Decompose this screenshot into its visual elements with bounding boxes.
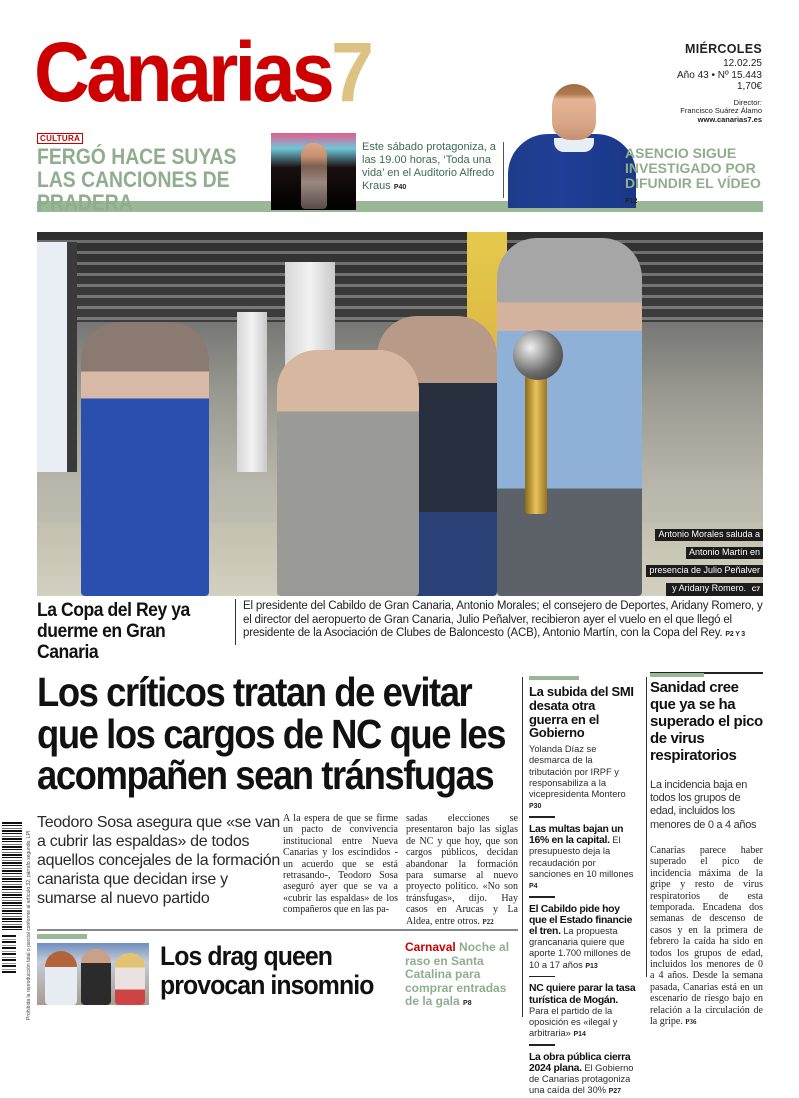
brief-main-text xyxy=(529,744,637,812)
barcode xyxy=(2,822,22,932)
photo-credit: C7 xyxy=(751,586,760,593)
headline-line: que los cargos de NC que les xyxy=(37,710,506,757)
page-ref: P13 xyxy=(585,962,598,970)
brief-text: El Gobierno de Canarias protagoniza una caída del 30% xyxy=(529,1063,634,1096)
brief-text: Para el partido de la oposición es «ilegal y arbitraria» xyxy=(529,1005,618,1039)
brief-lead: NC quiere parar la tasa turística de Mogán. xyxy=(529,983,636,1006)
divider xyxy=(503,142,504,198)
brief-lead: El Cabildo pide hoy que el Estado financie el tren. xyxy=(529,903,633,938)
page-ref: P12 xyxy=(625,198,638,205)
divider xyxy=(529,976,555,978)
sanidad-body xyxy=(650,845,763,1029)
brief-lead: La obra pública cierra 2024 plana. xyxy=(529,1051,631,1075)
person-romero xyxy=(277,350,419,596)
photo-story-body: El presidente del Cabildo de Gran Canaria, Antonio Morales; el consejero de Deportes, Aridany Romero, y el director del aeropuerto de Gran Canaria, Julio Peñalver, recibieron ayer el vuelo en el que llegó el presidente de la Asociación de Clubes de Baloncesto (ACB), Antonio Martín, con la Copa del Rey. xyxy=(243,600,763,640)
legal-notice: Prohibida la reproducción total o parcial conforme al artículo 32, párrafo segundo, LPI. xyxy=(26,829,32,1020)
brief-lead: Las multas bajan un 16% en la capital. xyxy=(529,823,624,847)
page-ref: P36 xyxy=(685,1018,697,1027)
sanidad-body-text: Canarias parece haber superado el pico de incidencia máxima de la gripe y resto de virus respiratorios de esta temporada. Encadena dos semanas de descenso de casos y en la primera de febrero la caída ha sido en todos los grupos de edad, incluidos los menores de 0 a 4 años. Desde la semana pasada, Canarias está en un escenario de riesgo bajo en relación a la circulación de la gripe. xyxy=(650,845,763,1028)
divider xyxy=(529,896,555,898)
brief-text: Yolanda Díaz se desmarca de la tributación por IRPF y responsabiliza a la vicepresidenta Montero xyxy=(529,744,626,799)
accent-bar xyxy=(650,673,704,677)
divider xyxy=(522,677,523,1017)
player-photo xyxy=(508,82,636,208)
page-ref: P40 xyxy=(393,184,407,191)
lead-subheadline: Teodoro Sosa asegura que «se van a cubrir las espaldas» de todos aquellos concejales de la formación canarista que decidan irse y sumarse al nuevo partido xyxy=(37,814,281,907)
logo-number: 7 xyxy=(331,25,371,119)
website-link[interactable]: www.canarias7.es xyxy=(697,114,762,124)
brief-item[interactable] xyxy=(529,983,637,1040)
page-ref: P8 xyxy=(463,1000,472,1007)
sanidad-subheadline: La incidencia baja en todos los grupos de edad, incluidos los menores de 0 a 4 años xyxy=(650,779,757,831)
logo-text: Canarias xyxy=(34,25,332,119)
issue-price: 1,70€ xyxy=(736,81,762,93)
teaser-sports-text: ASENCIO SIGUE INVESTIGADO POR DIFUNDIR EL VÍDEO xyxy=(625,145,761,191)
teaser-title-cultura[interactable]: FERGÓ HACE SUYAS LAS CANCIONES DE PRADERA xyxy=(37,144,237,215)
divider xyxy=(529,1044,555,1046)
page-ref: P14 xyxy=(573,1031,586,1039)
caption-line: presencia de Julio Peñalver xyxy=(646,565,763,577)
lead-body-col2 xyxy=(406,813,518,928)
caption-line: y Aridany Romero. xyxy=(669,583,749,595)
accent-bar xyxy=(529,676,579,680)
page-ref: P2 Y 3 xyxy=(725,631,745,639)
brief-item[interactable] xyxy=(529,824,637,892)
divider xyxy=(646,677,647,977)
photo-story-title[interactable]: La Copa del Rey ya duerme en Gran Canaria xyxy=(37,599,190,663)
briefs-column xyxy=(529,676,637,1098)
drag-queen-photo xyxy=(37,943,149,1005)
lead-body-col1: A la espera de que se firme un pacto de convivencia institucional entre Nueva Canarias y los escindidos -un acuerdo que se está retrasando-, Teodoro Sosa aseguró ayer que se va a «cubrir las espaldas» de los compañeros que en las pa- xyxy=(283,813,398,916)
divider xyxy=(235,599,236,645)
carnaval-kicker: Carnaval xyxy=(405,940,456,954)
brief-main-title[interactable]: La subida del SMI desata otra guerra en el Gobierno xyxy=(529,684,634,741)
lead-headline[interactable] xyxy=(37,669,506,798)
teaser-desc-text: Este sábado protagoniza, a las 19.00 horas, ‘Toda una vida’ en el Auditorio Alfredo Kraus xyxy=(362,141,496,192)
brief-text: El presupuesto deja la recaudación por sanciones en 10 millones xyxy=(529,835,634,879)
carnaval-text: Noche al raso en Santa Catalina para comprar entradas de la gala xyxy=(405,940,510,1008)
issue-day: MIÉRCOLES xyxy=(684,42,762,56)
headline-line: Los críticos tratan de evitar xyxy=(37,669,472,715)
singer-photo xyxy=(271,133,356,210)
director-name: Francisco Suárez Álamo xyxy=(680,105,762,115)
photo-story-text xyxy=(243,600,765,642)
main-photo-airport xyxy=(37,232,763,596)
brief-text: La propuesta grancanaria quiere que aporte 1.700 millones de 10 a 17 años xyxy=(529,926,631,970)
masthead-logo[interactable] xyxy=(34,25,371,119)
issue-number: Año 43 • Nº 15.443 xyxy=(677,69,762,81)
page-ref: P27 xyxy=(608,1088,622,1096)
page-ref: P22 xyxy=(482,917,494,926)
teaser-desc-cultura xyxy=(362,141,502,194)
carnaval-teaser[interactable] xyxy=(405,941,520,1011)
lead-body-text: sadas elecciones se presentaron bajo las siglas de NC y que hoy, que son cargos públicos, decidan abandonar la formación para sumarse al nuevo proyecto político. «No son tránsfugas», dijo. Hay casos en Arucas y La Aldea, entre otros. xyxy=(406,813,518,927)
photo-caption xyxy=(646,524,763,596)
teaser-title-sports[interactable] xyxy=(625,146,765,209)
barcode-addon xyxy=(2,935,16,973)
page-ref: P30 xyxy=(529,803,542,811)
page-ref: P4 xyxy=(529,882,538,890)
divider xyxy=(529,816,555,818)
brief-item[interactable] xyxy=(529,1052,637,1098)
drag-headline[interactable]: Los drag queen provocan insomnio xyxy=(160,941,374,1000)
issue-info xyxy=(677,42,762,124)
issue-date: 12.02.25 xyxy=(723,58,762,70)
divider xyxy=(37,929,518,931)
brief-item[interactable] xyxy=(529,904,637,972)
sanidad-headline[interactable]: Sanidad cree que ya se ha superado el pico de virus respiratorios xyxy=(650,679,763,764)
section-tag-cultura: CULTURA xyxy=(37,133,83,144)
trophy-icon xyxy=(507,330,563,520)
director-label: Director: xyxy=(733,97,762,107)
accent-bar xyxy=(37,934,87,939)
caption-line: Antonio Morales saluda a xyxy=(655,529,763,541)
headline-line: acompañen sean tránsfugas xyxy=(37,752,494,798)
caption-line: Antonio Martín en xyxy=(686,547,763,559)
person-morales xyxy=(81,322,209,596)
